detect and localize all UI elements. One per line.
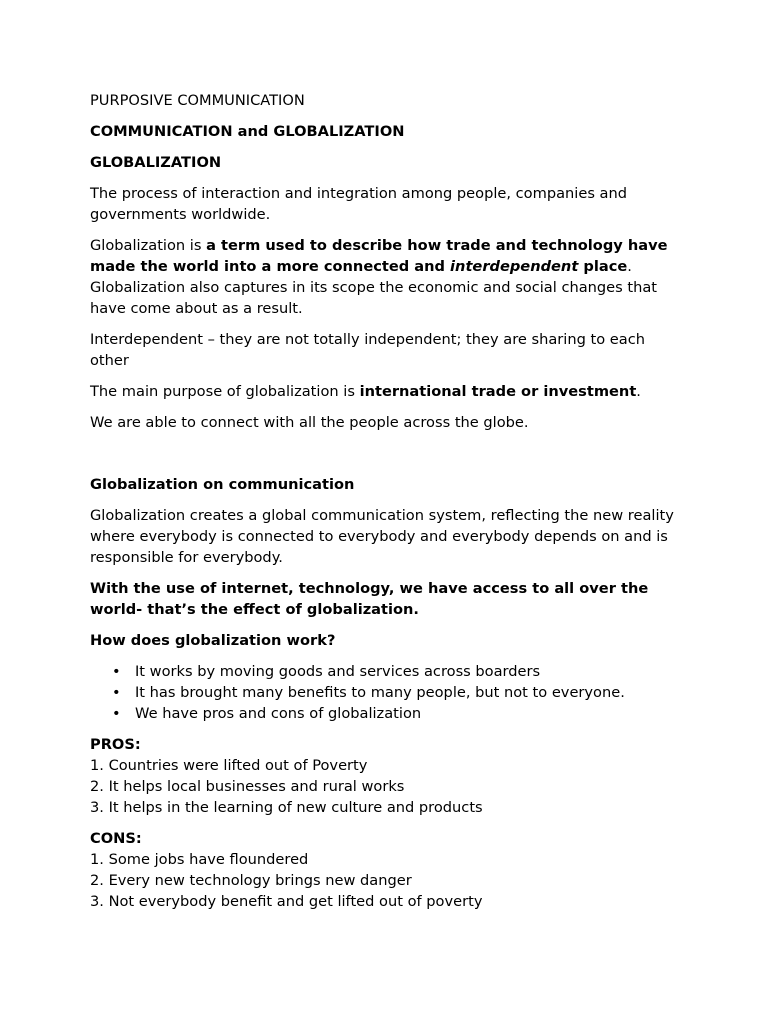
bullet-icon: • [112, 705, 121, 722]
bullet-icon: • [112, 663, 121, 680]
cons-heading: CONS: [90, 830, 142, 847]
internet-statement: With the use of internet, technology, we have access to all over the world- that’s the effect of globalization. [90, 580, 649, 618]
description-bold-end: place [578, 258, 628, 275]
communication-heading: Globalization on communication [90, 476, 355, 493]
purpose-bold: international trade or investment [359, 383, 637, 400]
description-bold: a term used to describe how trade and technology have made the world into a more connected and [90, 237, 668, 275]
course-title: PURPOSIVE COMMUNICATION [90, 92, 305, 109]
topic-title: COMMUNICATION and GLOBALIZATION [90, 123, 405, 140]
purpose-lead: The main purpose of globalization is [90, 383, 360, 400]
how-heading: How does globalization work? [90, 632, 336, 649]
bullet-icon: • [112, 684, 121, 701]
communication-paragraph: Globalization creates a global communication system, reflecting the new reality where everybody is connected to everybody and everybody depends on and is responsible for everybody. [90, 507, 674, 566]
pros-section [90, 734, 682, 818]
how-bullet-list [90, 661, 682, 724]
connect-sentence: We are able to connect with all the people across the globe. [90, 414, 529, 431]
list-item: 3. Not everybody benefit and get lifted out of poverty [90, 893, 483, 910]
interdependent-note: Interdependent – they are not totally independent; they are sharing to each other [90, 331, 645, 369]
bullet-text: It works by moving goods and services across boarders [135, 663, 541, 680]
cons-section [90, 828, 682, 912]
blank-line [90, 443, 682, 474]
pros-heading: PROS: [90, 736, 141, 753]
list-item: 2. It helps local businesses and rural works [90, 778, 405, 795]
list-item: 2. Every new technology brings new danger [90, 872, 412, 889]
purpose-end: . [636, 383, 641, 400]
bullet-text: It has brought many benefits to many people, but not to everyone. [135, 684, 625, 701]
list-item [112, 661, 682, 682]
description-lead: Globalization is [90, 237, 207, 254]
bullet-text: We have pros and cons of globalization [135, 705, 422, 722]
list-item: 1. Countries were lifted out of Poverty [90, 757, 368, 774]
description-bold-italic: interdependent [450, 258, 579, 275]
list-item [112, 682, 682, 703]
globalization-heading: GLOBALIZATION [90, 154, 222, 171]
description-rest: . Globalization also captures in its scope the economic and social changes that have come about as a result. [90, 258, 658, 317]
globalization-description [90, 235, 682, 319]
document-page [90, 90, 682, 922]
list-item: 1. Some jobs have floundered [90, 851, 309, 868]
list-item: 3. It helps in the learning of new culture and products [90, 799, 483, 816]
list-item [112, 703, 682, 724]
purpose-sentence [90, 381, 682, 402]
globalization-definition: The process of interaction and integration among people, companies and governments worldwide. [90, 185, 628, 223]
